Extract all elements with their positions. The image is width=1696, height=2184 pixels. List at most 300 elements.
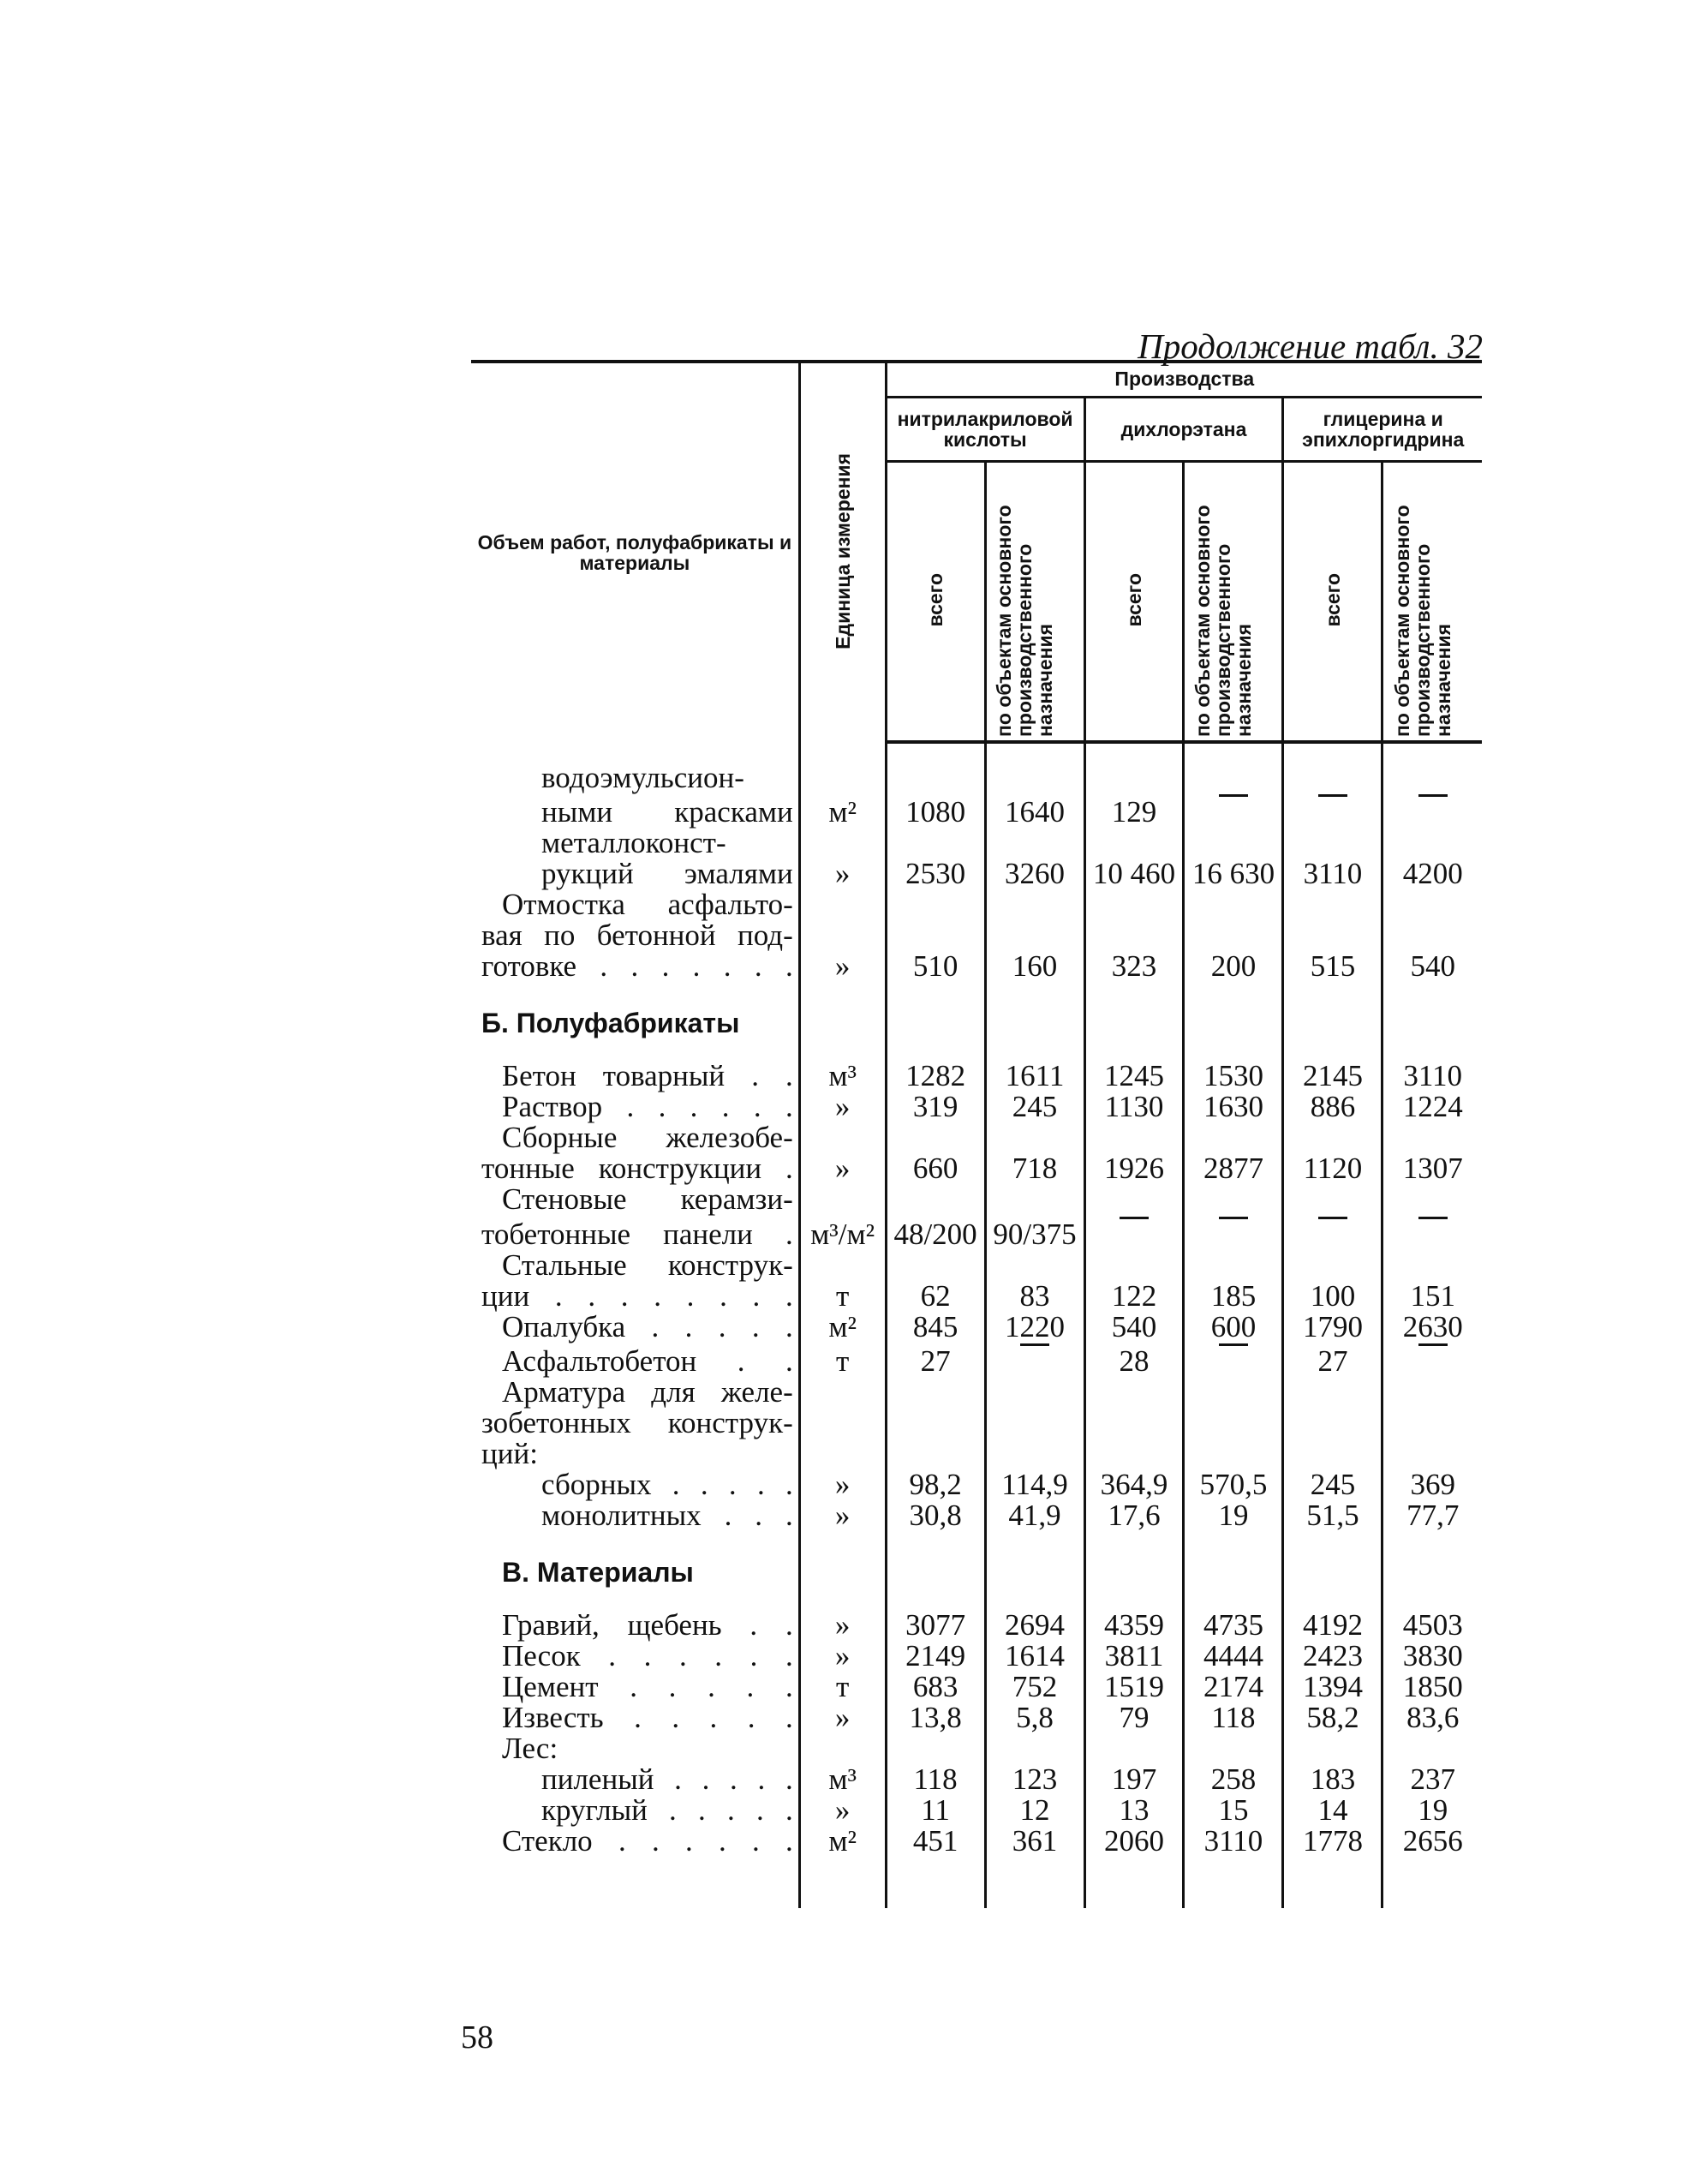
value-cell: 1224	[1402, 1090, 1463, 1124]
value-cell: 200	[1184, 951, 1283, 982]
value-cell	[985, 1250, 1084, 1281]
value-cell: 570,5	[1184, 1469, 1283, 1500]
value-cell	[1382, 763, 1482, 793]
dash-mark	[1418, 1343, 1448, 1377]
value-cell: 51,5	[1283, 1500, 1382, 1531]
label-row	[471, 1122, 1482, 1153]
header-sub-main-label: по объектам основного производственного назначения	[1191, 505, 1255, 737]
value-cell	[886, 1184, 985, 1215]
value-cell: 1120	[1283, 1153, 1382, 1184]
table-row	[471, 1826, 1482, 1857]
section-heading: Б. Полуфабрикаты	[471, 982, 799, 1061]
value-cell: 10 460	[1084, 859, 1184, 889]
unit-cell: »	[799, 1610, 886, 1641]
row-label: круглый . . . . .	[471, 1795, 799, 1826]
value-cell: 98,2	[886, 1469, 985, 1500]
value-cell: 48/200	[886, 1215, 985, 1249]
value-cell	[1283, 1439, 1382, 1469]
row-label: Сборные железобе-	[471, 1122, 799, 1153]
value-cell	[1184, 1733, 1283, 1764]
value-cell	[985, 1733, 1084, 1764]
value-cell	[1084, 1184, 1184, 1215]
dash-mark	[1318, 1217, 1347, 1250]
unit-cell: »	[799, 951, 886, 982]
row-label: Лес:	[471, 1733, 799, 1764]
value-cell	[1084, 889, 1184, 920]
value-cell: 1307	[1402, 1152, 1463, 1186]
table-row	[471, 1281, 1482, 1312]
value-cell: 11	[886, 1795, 985, 1826]
unit-cell: м²	[799, 793, 886, 828]
unit-cell	[799, 1122, 886, 1153]
value-cell	[1184, 763, 1283, 793]
value-cell	[1283, 763, 1382, 793]
value-cell: 41,9	[985, 1500, 1084, 1531]
section-heading: В. Материалы	[471, 1531, 799, 1610]
value-cell: 886	[1283, 1092, 1382, 1122]
header-sub-main	[1184, 462, 1283, 743]
header-sub-total-label: всего	[1321, 572, 1344, 627]
section-row	[471, 982, 1482, 1061]
value-cell: 183	[1283, 1764, 1382, 1795]
unit-cell	[799, 763, 886, 793]
header-sub-total	[1084, 462, 1184, 743]
row-label: ными красками	[471, 793, 799, 828]
value-cell: 364,9	[1084, 1469, 1184, 1500]
row-label: металлоконст-	[471, 828, 799, 859]
value-cell	[985, 1531, 1084, 1610]
value-cell	[886, 1733, 985, 1764]
value-cell	[1184, 828, 1283, 859]
section-row	[471, 1531, 1482, 1610]
value-cell: 58,2	[1283, 1702, 1382, 1733]
value-cell: 77,7	[1406, 1499, 1460, 1533]
value-cell	[1084, 763, 1184, 793]
table-row	[471, 1312, 1482, 1343]
value-cell	[1382, 1215, 1482, 1249]
row-label: ции . . . . . . . .	[471, 1281, 799, 1312]
value-cell	[886, 889, 985, 920]
row-label: сборных . . . . .	[471, 1469, 799, 1500]
value-cell: 129	[1084, 793, 1184, 828]
value-cell	[1184, 889, 1283, 920]
row-label: рукций эмалями	[471, 859, 799, 889]
spacer-row	[471, 1857, 1482, 1908]
value-cell: 83	[985, 1281, 1084, 1312]
dash-mark	[1418, 1217, 1448, 1250]
value-cell: 3110	[1283, 859, 1382, 889]
unit-cell: »	[799, 1500, 886, 1531]
value-cell: 1080	[886, 793, 985, 828]
value-cell	[1283, 1408, 1382, 1439]
value-cell: 160	[985, 951, 1084, 982]
value-cell: 540	[1084, 1312, 1184, 1343]
spacer-cell	[1382, 742, 1482, 763]
label-row	[471, 1184, 1482, 1215]
value-cell: 1778	[1283, 1826, 1382, 1857]
unit-cell: »	[799, 1641, 886, 1672]
value-cell: 13,8	[886, 1702, 985, 1733]
value-cell: 14	[1283, 1795, 1382, 1826]
value-cell	[1283, 1733, 1382, 1764]
value-cell	[1382, 982, 1482, 1061]
value-cell	[1382, 828, 1482, 859]
value-cell: 3811	[1084, 1641, 1184, 1672]
value-cell	[1382, 889, 1482, 920]
value-cell	[985, 828, 1084, 859]
dash-mark	[1219, 1343, 1248, 1377]
value-cell: 752	[985, 1672, 1084, 1702]
label-row	[471, 1733, 1482, 1764]
spacer-cell	[886, 742, 985, 763]
value-cell: 515	[1283, 951, 1382, 982]
table-row	[471, 1343, 1482, 1377]
value-cell: 3830	[1402, 1639, 1463, 1673]
dash-mark	[1219, 794, 1248, 828]
value-cell	[985, 1377, 1084, 1408]
table-row	[471, 1672, 1482, 1702]
value-cell: 2656	[1402, 1824, 1463, 1858]
label-row	[471, 828, 1482, 859]
value-cell	[1283, 1531, 1382, 1610]
value-cell: 2530	[886, 859, 985, 889]
value-cell: 245	[985, 1092, 1084, 1122]
header-productions-group: Производства	[886, 362, 1482, 398]
value-cell	[1283, 1122, 1382, 1153]
header-unit-label: Единица измерения	[831, 452, 854, 649]
label-row	[471, 1408, 1482, 1439]
unit-cell: »	[799, 1702, 886, 1733]
header-sub-total-label: всего	[1123, 572, 1145, 627]
value-cell: 62	[886, 1281, 985, 1312]
unit-cell: м²	[799, 1826, 886, 1857]
value-cell: 19	[1418, 1793, 1448, 1828]
value-cell: 1245	[1084, 1061, 1184, 1092]
header-sub-total	[1283, 462, 1382, 743]
value-cell: 123	[985, 1764, 1084, 1795]
row-label: Отмостка асфальто-	[471, 889, 799, 920]
unit-cell	[799, 1439, 886, 1469]
row-label: монолитных . . .	[471, 1500, 799, 1531]
header-sub-main-label: по объектам основного производственного назначения	[993, 505, 1057, 737]
value-cell	[1184, 1439, 1283, 1469]
value-cell	[886, 1531, 985, 1610]
table-row	[471, 1215, 1482, 1249]
value-cell: 1850	[1402, 1670, 1463, 1704]
row-label: тобетонные панели .	[471, 1215, 799, 1249]
unit-cell: »	[799, 1795, 886, 1826]
table-row	[471, 1092, 1482, 1122]
row-label: Бетон товарный . .	[471, 1061, 799, 1092]
spacer-cell	[985, 1857, 1084, 1908]
dash-mark	[1418, 794, 1448, 828]
row-label: вая по бетонной под-	[471, 920, 799, 951]
value-cell	[1382, 1122, 1482, 1153]
value-cell: 5,8	[985, 1702, 1084, 1733]
value-cell	[1283, 1184, 1382, 1215]
table-row	[471, 793, 1482, 828]
value-cell: 16 630	[1184, 859, 1283, 889]
value-cell: 122	[1084, 1281, 1184, 1312]
value-cell	[1184, 1184, 1283, 1215]
value-cell	[1084, 828, 1184, 859]
spacer-cell	[1084, 1857, 1184, 1908]
data-table	[471, 360, 1482, 1908]
value-cell: 845	[886, 1312, 985, 1343]
spacer-row	[471, 742, 1482, 763]
value-cell	[1283, 1250, 1382, 1281]
value-cell: 2877	[1184, 1153, 1283, 1184]
value-cell: 1790	[1283, 1312, 1382, 1343]
value-cell	[1382, 1184, 1482, 1215]
unit-cell	[799, 982, 886, 1061]
value-cell	[1084, 1215, 1184, 1249]
dash-mark	[1219, 1217, 1248, 1250]
value-cell	[1184, 1122, 1283, 1153]
spacer-cell	[1382, 1857, 1482, 1908]
unit-cell: м²	[799, 1312, 886, 1343]
header-sub-total-label: всего	[924, 572, 947, 627]
value-cell	[1084, 1377, 1184, 1408]
value-cell: 185	[1184, 1281, 1283, 1312]
value-cell	[886, 920, 985, 951]
value-cell: 1630	[1184, 1092, 1283, 1122]
value-cell: 4192	[1283, 1610, 1382, 1641]
value-cell: 2630	[1402, 1309, 1463, 1343]
table-row	[471, 951, 1482, 982]
value-cell	[1382, 1408, 1482, 1439]
value-cell	[1382, 1439, 1482, 1469]
value-cell	[985, 1343, 1084, 1377]
value-cell	[1084, 1408, 1184, 1439]
unit-cell	[799, 1408, 886, 1439]
spacer-cell	[799, 1857, 886, 1908]
value-cell: 540	[1410, 949, 1455, 984]
unit-cell: »	[799, 1092, 886, 1122]
value-cell	[1283, 889, 1382, 920]
value-cell: 361	[985, 1826, 1084, 1857]
table-row	[471, 1764, 1482, 1795]
row-label: Раствор . . . . . .	[471, 1092, 799, 1122]
spacer-cell	[471, 742, 799, 763]
value-cell	[1382, 1531, 1482, 1610]
row-label: Стальные конструк-	[471, 1250, 799, 1281]
value-cell: 369	[1410, 1468, 1455, 1502]
row-label: готовке . . . . . . .	[471, 951, 799, 982]
spacer-cell	[1084, 742, 1184, 763]
value-cell: 1130	[1084, 1092, 1184, 1122]
value-cell: 237	[1410, 1762, 1455, 1797]
value-cell: 197	[1084, 1764, 1184, 1795]
spacer-cell	[471, 1857, 799, 1908]
value-cell: 323	[1084, 951, 1184, 982]
table-row	[471, 1061, 1482, 1092]
table-row	[471, 1641, 1482, 1672]
unit-cell: м³	[799, 1061, 886, 1092]
value-cell	[1283, 828, 1382, 859]
value-cell: 245	[1283, 1469, 1382, 1500]
label-row	[471, 1439, 1482, 1469]
label-row	[471, 920, 1482, 951]
value-cell	[1382, 793, 1482, 828]
value-cell: 28	[1084, 1343, 1184, 1377]
spacer-cell	[1283, 742, 1382, 763]
value-cell	[1382, 1343, 1482, 1377]
unit-cell: т	[799, 1672, 886, 1702]
table-row	[471, 1153, 1482, 1184]
value-cell: 19	[1184, 1500, 1283, 1531]
unit-cell: »	[799, 859, 886, 889]
unit-cell: т	[799, 1343, 886, 1377]
value-cell	[985, 920, 1084, 951]
value-cell	[886, 1439, 985, 1469]
value-cell: 2145	[1283, 1061, 1382, 1092]
value-cell	[1382, 1377, 1482, 1408]
value-cell	[886, 1122, 985, 1153]
value-cell	[1283, 1215, 1382, 1249]
value-cell: 258	[1184, 1764, 1283, 1795]
spacer-cell	[886, 1857, 985, 1908]
value-cell: 319	[886, 1092, 985, 1122]
table-row	[471, 1795, 1482, 1826]
value-cell: 718	[985, 1153, 1084, 1184]
row-label: водоэмульсион-	[471, 763, 799, 793]
value-cell: 451	[886, 1826, 985, 1857]
dash-mark	[1318, 794, 1347, 828]
value-cell	[1184, 1215, 1283, 1249]
header-sub-main	[1382, 462, 1482, 743]
value-cell	[1084, 1531, 1184, 1610]
value-cell	[1084, 1439, 1184, 1469]
value-cell: 1220	[985, 1312, 1084, 1343]
value-cell	[1283, 982, 1382, 1061]
value-cell: 118	[886, 1764, 985, 1795]
value-cell: 27	[1283, 1343, 1382, 1377]
value-cell: 1530	[1184, 1061, 1283, 1092]
value-cell: 4359	[1084, 1610, 1184, 1641]
table-row	[471, 1702, 1482, 1733]
value-cell	[886, 1377, 985, 1408]
unit-cell	[799, 828, 886, 859]
value-cell	[886, 828, 985, 859]
header-production-glycerin: глицерина и эпихлоргидрина	[1283, 398, 1482, 462]
value-cell	[1184, 1408, 1283, 1439]
value-cell	[1382, 1250, 1482, 1281]
value-cell: 3110	[1184, 1826, 1283, 1857]
unit-cell: т	[799, 1281, 886, 1312]
value-cell: 600	[1184, 1312, 1283, 1343]
row-label: пиленый . . . . .	[471, 1764, 799, 1795]
unit-cell: м³	[799, 1764, 886, 1795]
table-row	[471, 859, 1482, 889]
value-cell	[886, 1408, 985, 1439]
unit-cell	[799, 920, 886, 951]
spacer-cell	[1283, 1857, 1382, 1908]
row-label: Стекло . . . . . .	[471, 1826, 799, 1857]
value-cell: 4735	[1184, 1610, 1283, 1641]
label-row	[471, 763, 1482, 793]
unit-cell	[799, 1531, 886, 1610]
value-cell: 660	[886, 1153, 985, 1184]
unit-cell: »	[799, 1469, 886, 1500]
value-cell: 83,6	[1406, 1701, 1460, 1735]
table-row	[471, 1610, 1482, 1641]
value-cell: 13	[1084, 1795, 1184, 1826]
value-cell: 683	[886, 1672, 985, 1702]
value-cell	[985, 982, 1084, 1061]
row-label: Опалубка . . . . .	[471, 1312, 799, 1343]
value-cell: 27	[886, 1343, 985, 1377]
value-cell	[1084, 1733, 1184, 1764]
value-cell: 2060	[1084, 1826, 1184, 1857]
value-cell	[886, 982, 985, 1061]
value-cell	[1184, 793, 1283, 828]
label-row	[471, 1250, 1482, 1281]
header-production-dichloroethane: дихлорэтана	[1084, 398, 1283, 462]
row-label: Цемент . . . . .	[471, 1672, 799, 1702]
dash-mark	[1120, 1217, 1149, 1250]
table-row	[471, 1469, 1482, 1500]
value-cell: 1282	[886, 1061, 985, 1092]
value-cell	[1184, 982, 1283, 1061]
value-cell: 4200	[1402, 857, 1463, 891]
value-cell: 100	[1283, 1281, 1382, 1312]
value-cell	[1184, 1343, 1283, 1377]
value-cell	[1084, 1122, 1184, 1153]
unit-cell	[799, 1184, 886, 1215]
table-row	[471, 1500, 1482, 1531]
value-cell	[1184, 1250, 1283, 1281]
value-cell: 4444	[1184, 1641, 1283, 1672]
value-cell: 90/375	[985, 1215, 1084, 1249]
unit-cell	[799, 1377, 886, 1408]
value-cell: 79	[1084, 1702, 1184, 1733]
value-cell: 1611	[985, 1061, 1084, 1092]
value-cell	[1084, 1250, 1184, 1281]
value-cell: 17,6	[1084, 1500, 1184, 1531]
value-cell: 1519	[1084, 1672, 1184, 1702]
value-cell	[985, 763, 1084, 793]
header-sub-main-label: по объектам основного производственного назначения	[1390, 505, 1454, 737]
value-cell	[985, 1408, 1084, 1439]
value-cell: 2149	[886, 1641, 985, 1672]
value-cell	[1283, 920, 1382, 951]
value-cell: 30,8	[886, 1500, 985, 1531]
row-label: ций:	[471, 1439, 799, 1469]
dash-mark	[1020, 1343, 1049, 1377]
value-cell	[1283, 793, 1382, 828]
unit-cell: »	[799, 1153, 886, 1184]
value-cell	[1382, 1733, 1482, 1764]
spacer-cell	[985, 742, 1084, 763]
header-sub-main	[985, 462, 1084, 743]
value-cell: 4503	[1402, 1608, 1463, 1642]
value-cell: 1394	[1283, 1672, 1382, 1702]
table-body	[471, 742, 1482, 1908]
spacer-cell	[1184, 742, 1283, 763]
header-sub-total	[886, 462, 985, 743]
row-label: Песок . . . . . .	[471, 1641, 799, 1672]
value-cell	[1184, 1531, 1283, 1610]
unit-cell: м³/м²	[799, 1215, 886, 1249]
row-label: тонные конструкции .	[471, 1153, 799, 1184]
table-caption: Продолжение табл. 32	[1138, 326, 1483, 366]
value-cell: 510	[886, 951, 985, 982]
value-cell	[985, 889, 1084, 920]
row-label: зобетонных конструк-	[471, 1408, 799, 1439]
header-production-nitrile: нитрилакриловой кислоты	[886, 398, 1084, 462]
value-cell	[1184, 920, 1283, 951]
